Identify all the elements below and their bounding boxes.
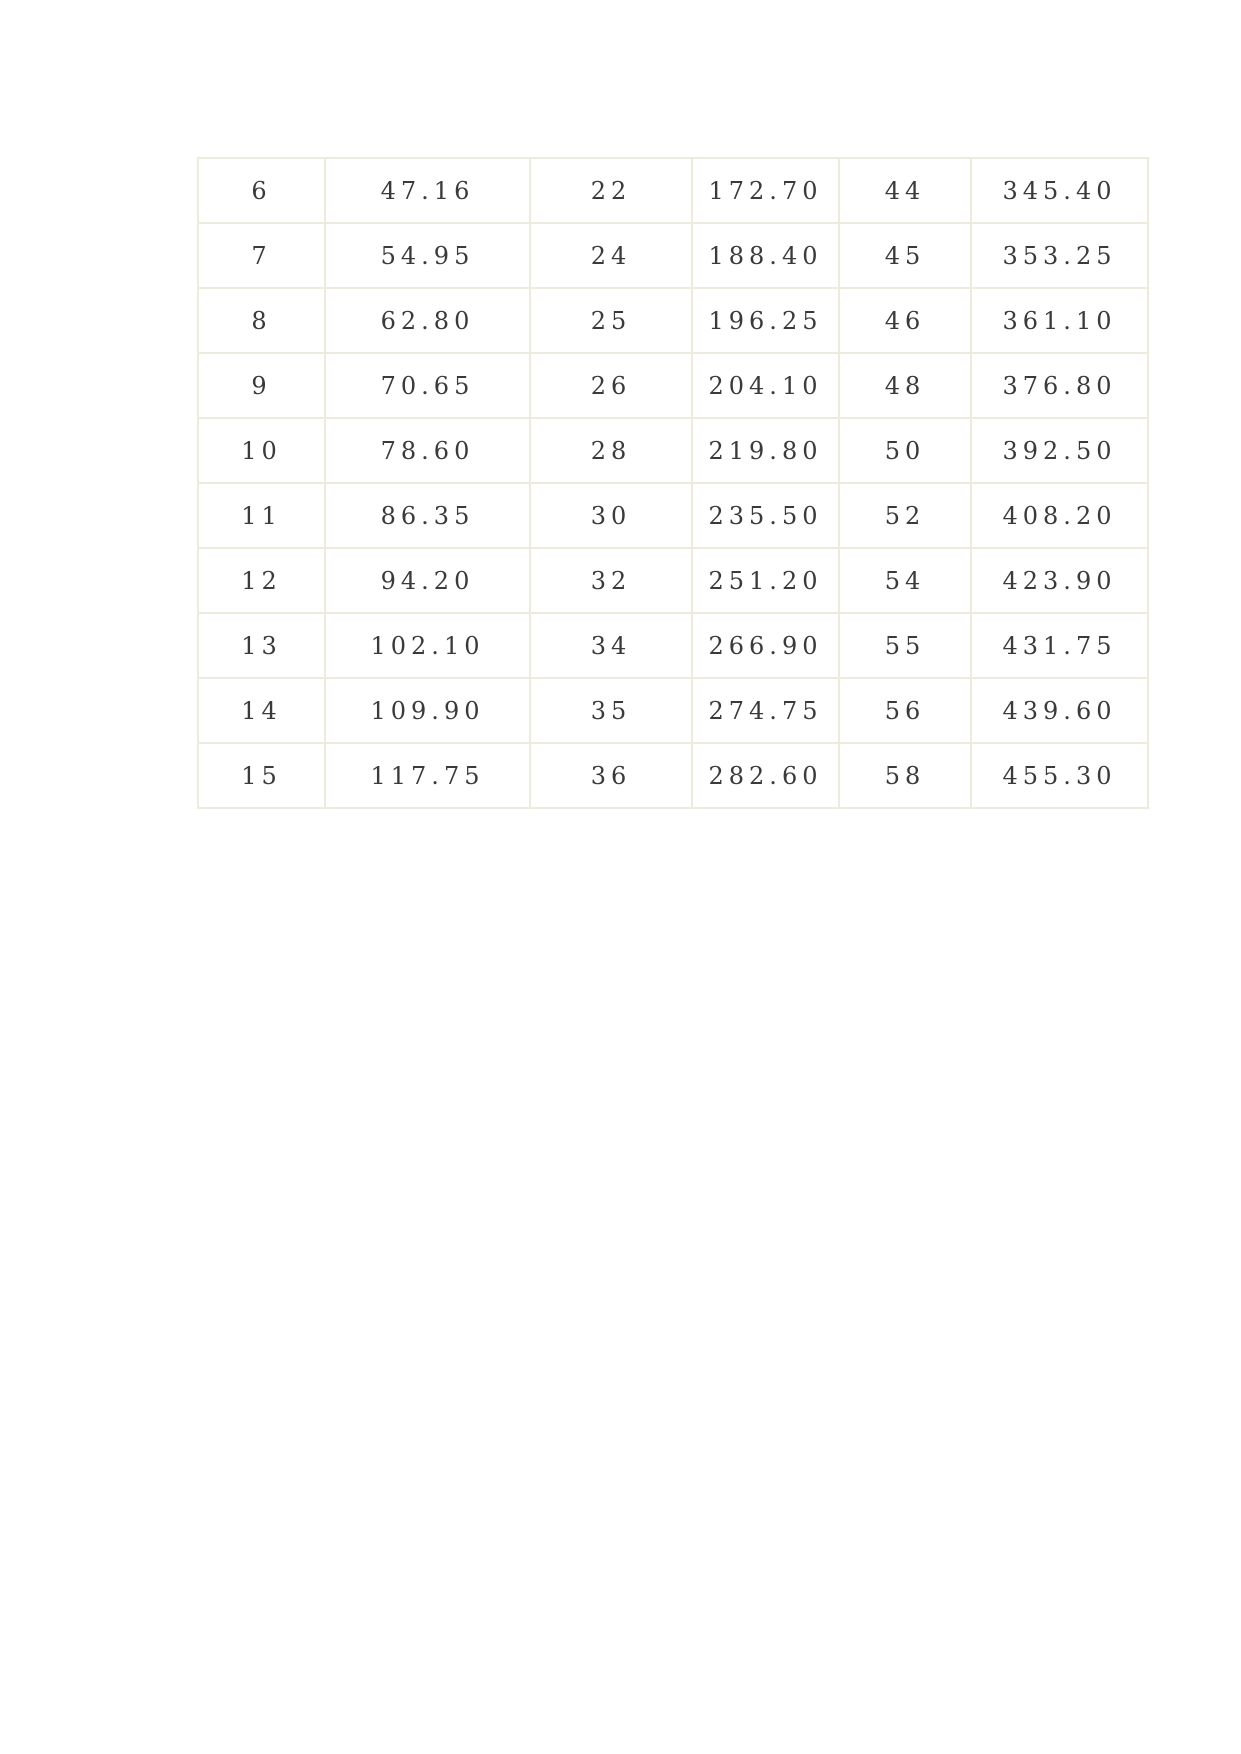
table-cell: 13 [198,613,325,678]
table-cell: 455.30 [971,743,1148,808]
table-cell: 52 [839,483,971,548]
table-cell: 353.25 [971,223,1148,288]
table-cell: 58 [839,743,971,808]
table-cell: 392.50 [971,418,1148,483]
table-cell: 56 [839,678,971,743]
table-cell: 78.60 [325,418,530,483]
table-cell: 117.75 [325,743,530,808]
table-cell: 9 [198,353,325,418]
table-cell: 30 [530,483,692,548]
table-cell: 94.20 [325,548,530,613]
table-cell: 62.80 [325,288,530,353]
table-cell: 28 [530,418,692,483]
table-cell: 109.90 [325,678,530,743]
table-cell: 439.60 [971,678,1148,743]
table-cell: 55 [839,613,971,678]
table-cell: 11 [198,483,325,548]
table-cell: 35 [530,678,692,743]
table-cell: 431.75 [971,613,1148,678]
table-cell: 70.65 [325,353,530,418]
table-cell: 54.95 [325,223,530,288]
table-cell: 34 [530,613,692,678]
table-cell: 196.25 [692,288,839,353]
table-cell: 25 [530,288,692,353]
table-cell: 7 [198,223,325,288]
table-cell: 204.10 [692,353,839,418]
table-cell: 14 [198,678,325,743]
table-cell: 8 [198,288,325,353]
table-cell: 45 [839,223,971,288]
table-cell: 47.16 [325,158,530,223]
table-cell: 22 [530,158,692,223]
table-cell: 345.40 [971,158,1148,223]
table-cell: 46 [839,288,971,353]
table-cell: 219.80 [692,418,839,483]
table-cell: 24 [530,223,692,288]
table-cell: 251.20 [692,548,839,613]
table-cell: 50 [839,418,971,483]
table-body [198,158,1148,808]
table-row [198,353,1148,418]
table-row [198,158,1148,223]
table-cell: 86.35 [325,483,530,548]
table-cell: 12 [198,548,325,613]
table-row [198,613,1148,678]
table-cell: 6 [198,158,325,223]
table-cell: 26 [530,353,692,418]
table-cell: 10 [198,418,325,483]
table-cell: 54 [839,548,971,613]
table-row [198,223,1148,288]
table-cell: 32 [530,548,692,613]
table-row [198,678,1148,743]
table-cell: 235.50 [692,483,839,548]
table-row [198,743,1148,808]
table-cell: 376.80 [971,353,1148,418]
table-row [198,548,1148,613]
table-cell: 36 [530,743,692,808]
table-cell: 188.40 [692,223,839,288]
table-cell: 408.20 [971,483,1148,548]
table-cell: 266.90 [692,613,839,678]
table-cell: 48 [839,353,971,418]
table-row [198,288,1148,353]
table-cell: 282.60 [692,743,839,808]
table-row [198,483,1148,548]
table-cell: 102.10 [325,613,530,678]
table-cell: 172.70 [692,158,839,223]
table-cell: 15 [198,743,325,808]
table-cell: 44 [839,158,971,223]
table-cell: 423.90 [971,548,1148,613]
table-row [198,418,1148,483]
table-cell: 361.10 [971,288,1148,353]
data-table [197,157,1149,809]
table-cell: 274.75 [692,678,839,743]
